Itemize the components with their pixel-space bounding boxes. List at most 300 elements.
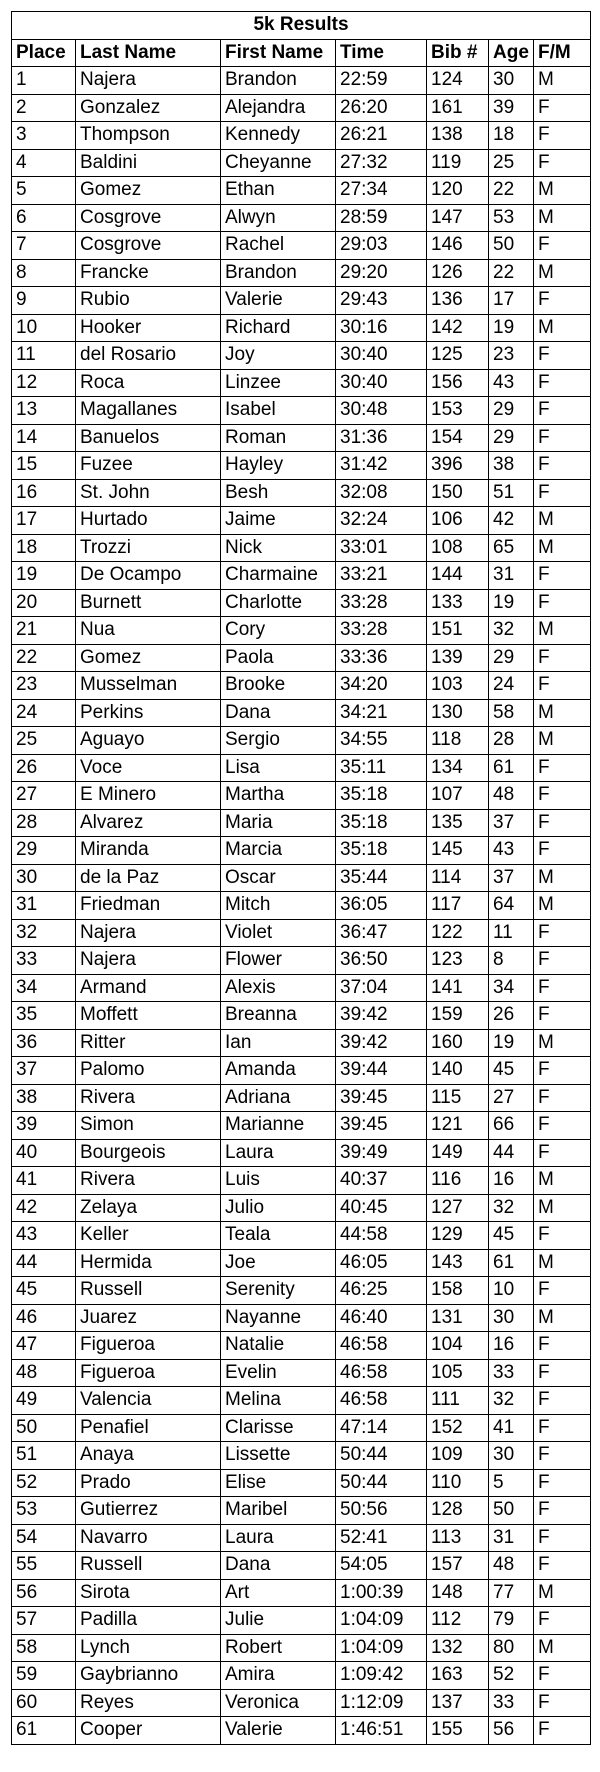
cell-place: 47 bbox=[12, 1332, 76, 1360]
header-last-name: Last Name bbox=[76, 39, 221, 67]
cell-first-name: Richard bbox=[221, 314, 336, 342]
table-title: 5k Results bbox=[12, 12, 591, 40]
cell-time: 36:50 bbox=[336, 947, 427, 975]
cell-place: 48 bbox=[12, 1359, 76, 1387]
cell-first-name: Charlotte bbox=[221, 589, 336, 617]
cell-place: 43 bbox=[12, 1222, 76, 1250]
table-row bbox=[12, 1689, 591, 1717]
cell-place: 2 bbox=[12, 94, 76, 122]
cell-time: 26:21 bbox=[336, 122, 427, 150]
cell-last-name: Padilla bbox=[76, 1607, 221, 1635]
table-row bbox=[12, 809, 591, 837]
cell-last-name: Najera bbox=[76, 67, 221, 95]
cell-first-name: Brandon bbox=[221, 259, 336, 287]
cell-age: 38 bbox=[489, 452, 534, 480]
table-row bbox=[12, 67, 591, 95]
cell-time: 33:01 bbox=[336, 534, 427, 562]
cell-place: 6 bbox=[12, 204, 76, 232]
cell-age: 39 bbox=[489, 94, 534, 122]
table-row bbox=[12, 314, 591, 342]
cell-place: 19 bbox=[12, 562, 76, 590]
table-row bbox=[12, 122, 591, 150]
cell-sex: F bbox=[534, 287, 591, 315]
cell-age: 42 bbox=[489, 507, 534, 535]
cell-place: 44 bbox=[12, 1249, 76, 1277]
cell-place: 7 bbox=[12, 232, 76, 260]
cell-first-name: Melina bbox=[221, 1387, 336, 1415]
cell-sex: M bbox=[534, 507, 591, 535]
cell-last-name: Zelaya bbox=[76, 1194, 221, 1222]
cell-age: 77 bbox=[489, 1579, 534, 1607]
cell-last-name: De Ocampo bbox=[76, 562, 221, 590]
cell-last-name: Ritter bbox=[76, 1029, 221, 1057]
cell-age: 19 bbox=[489, 1029, 534, 1057]
cell-sex: F bbox=[534, 644, 591, 672]
cell-sex: F bbox=[534, 1524, 591, 1552]
cell-bib: 111 bbox=[427, 1387, 489, 1415]
cell-place: 8 bbox=[12, 259, 76, 287]
table-row bbox=[12, 1359, 591, 1387]
table-row bbox=[12, 1112, 591, 1140]
cell-place: 15 bbox=[12, 452, 76, 480]
table-row bbox=[12, 1249, 591, 1277]
cell-age: 43 bbox=[489, 369, 534, 397]
cell-bib: 155 bbox=[427, 1717, 489, 1745]
cell-bib: 131 bbox=[427, 1304, 489, 1332]
cell-first-name: Amira bbox=[221, 1662, 336, 1690]
cell-age: 19 bbox=[489, 314, 534, 342]
cell-bib: 114 bbox=[427, 864, 489, 892]
table-row bbox=[12, 672, 591, 700]
cell-time: 35:18 bbox=[336, 837, 427, 865]
cell-age: 66 bbox=[489, 1112, 534, 1140]
cell-last-name: Gaybrianno bbox=[76, 1662, 221, 1690]
cell-last-name: Prado bbox=[76, 1469, 221, 1497]
cell-time: 35:11 bbox=[336, 754, 427, 782]
table-row bbox=[12, 1387, 591, 1415]
table-row bbox=[12, 1469, 591, 1497]
cell-time: 39:45 bbox=[336, 1112, 427, 1140]
cell-age: 44 bbox=[489, 1139, 534, 1167]
cell-sex: F bbox=[534, 397, 591, 425]
cell-time: 30:16 bbox=[336, 314, 427, 342]
cell-sex: F bbox=[534, 1689, 591, 1717]
cell-bib: 133 bbox=[427, 589, 489, 617]
cell-sex: F bbox=[534, 919, 591, 947]
cell-last-name: Voce bbox=[76, 754, 221, 782]
cell-bib: 110 bbox=[427, 1469, 489, 1497]
cell-first-name: Laura bbox=[221, 1139, 336, 1167]
cell-bib: 160 bbox=[427, 1029, 489, 1057]
table-row bbox=[12, 1717, 591, 1745]
cell-first-name: Maria bbox=[221, 809, 336, 837]
cell-first-name: Joe bbox=[221, 1249, 336, 1277]
table-row bbox=[12, 342, 591, 370]
cell-bib: 143 bbox=[427, 1249, 489, 1277]
cell-first-name: Flower bbox=[221, 947, 336, 975]
cell-age: 61 bbox=[489, 1249, 534, 1277]
table-row bbox=[12, 617, 591, 645]
cell-bib: 120 bbox=[427, 177, 489, 205]
cell-place: 40 bbox=[12, 1139, 76, 1167]
cell-first-name: Valerie bbox=[221, 1717, 336, 1745]
cell-bib: 149 bbox=[427, 1139, 489, 1167]
cell-time: 33:36 bbox=[336, 644, 427, 672]
cell-time: 39:45 bbox=[336, 1084, 427, 1112]
table-row bbox=[12, 1029, 591, 1057]
cell-place: 24 bbox=[12, 699, 76, 727]
results-table bbox=[11, 11, 591, 1745]
cell-last-name: Gomez bbox=[76, 644, 221, 672]
cell-place: 14 bbox=[12, 424, 76, 452]
cell-place: 16 bbox=[12, 479, 76, 507]
cell-first-name: Veronica bbox=[221, 1689, 336, 1717]
cell-sex: M bbox=[534, 617, 591, 645]
cell-first-name: Dana bbox=[221, 1552, 336, 1580]
cell-age: 34 bbox=[489, 974, 534, 1002]
table-row bbox=[12, 837, 591, 865]
cell-sex: F bbox=[534, 452, 591, 480]
cell-bib: 117 bbox=[427, 892, 489, 920]
cell-sex: M bbox=[534, 177, 591, 205]
cell-age: 16 bbox=[489, 1167, 534, 1195]
cell-age: 30 bbox=[489, 1442, 534, 1470]
cell-place: 5 bbox=[12, 177, 76, 205]
cell-sex: M bbox=[534, 1634, 591, 1662]
cell-first-name: Violet bbox=[221, 919, 336, 947]
cell-first-name: Laura bbox=[221, 1524, 336, 1552]
cell-last-name: Gonzalez bbox=[76, 94, 221, 122]
cell-place: 60 bbox=[12, 1689, 76, 1717]
cell-first-name: Natalie bbox=[221, 1332, 336, 1360]
cell-first-name: Lissette bbox=[221, 1442, 336, 1470]
cell-first-name: Linzee bbox=[221, 369, 336, 397]
cell-age: 10 bbox=[489, 1277, 534, 1305]
cell-bib: 124 bbox=[427, 67, 489, 95]
cell-time: 36:05 bbox=[336, 892, 427, 920]
cell-last-name: de la Paz bbox=[76, 864, 221, 892]
table-row bbox=[12, 534, 591, 562]
cell-age: 26 bbox=[489, 1002, 534, 1030]
header-age: Age bbox=[489, 39, 534, 67]
cell-first-name: Sergio bbox=[221, 727, 336, 755]
cell-bib: 125 bbox=[427, 342, 489, 370]
cell-place: 20 bbox=[12, 589, 76, 617]
cell-bib: 148 bbox=[427, 1579, 489, 1607]
cell-time: 1:46:51 bbox=[336, 1717, 427, 1745]
cell-time: 1:12:09 bbox=[336, 1689, 427, 1717]
cell-sex: M bbox=[534, 1579, 591, 1607]
cell-sex: M bbox=[534, 204, 591, 232]
table-row bbox=[12, 1002, 591, 1030]
cell-age: 22 bbox=[489, 177, 534, 205]
cell-first-name: Cheyanne bbox=[221, 149, 336, 177]
table-row bbox=[12, 1167, 591, 1195]
table-row bbox=[12, 699, 591, 727]
cell-last-name: Trozzi bbox=[76, 534, 221, 562]
cell-age: 56 bbox=[489, 1717, 534, 1745]
cell-place: 1 bbox=[12, 67, 76, 95]
cell-time: 40:45 bbox=[336, 1194, 427, 1222]
cell-sex: F bbox=[534, 782, 591, 810]
cell-time: 36:47 bbox=[336, 919, 427, 947]
cell-time: 33:28 bbox=[336, 617, 427, 645]
cell-age: 61 bbox=[489, 754, 534, 782]
cell-place: 45 bbox=[12, 1277, 76, 1305]
cell-age: 32 bbox=[489, 1194, 534, 1222]
table-row bbox=[12, 1222, 591, 1250]
cell-last-name: Simon bbox=[76, 1112, 221, 1140]
cell-last-name: Rivera bbox=[76, 1167, 221, 1195]
cell-age: 48 bbox=[489, 1552, 534, 1580]
cell-first-name: Elise bbox=[221, 1469, 336, 1497]
cell-bib: 115 bbox=[427, 1084, 489, 1112]
cell-age: 23 bbox=[489, 342, 534, 370]
cell-first-name: Robert bbox=[221, 1634, 336, 1662]
cell-age: 45 bbox=[489, 1057, 534, 1085]
cell-bib: 146 bbox=[427, 232, 489, 260]
cell-last-name: Anaya bbox=[76, 1442, 221, 1470]
table-row bbox=[12, 1057, 591, 1085]
table-row bbox=[12, 1524, 591, 1552]
cell-sex: M bbox=[534, 1304, 591, 1332]
cell-place: 36 bbox=[12, 1029, 76, 1057]
cell-first-name: Teala bbox=[221, 1222, 336, 1250]
cell-bib: 151 bbox=[427, 617, 489, 645]
table-row bbox=[12, 947, 591, 975]
header-bib: Bib # bbox=[427, 39, 489, 67]
cell-first-name: Ian bbox=[221, 1029, 336, 1057]
cell-first-name: Dana bbox=[221, 699, 336, 727]
cell-sex: F bbox=[534, 1442, 591, 1470]
cell-age: 31 bbox=[489, 1524, 534, 1552]
cell-place: 30 bbox=[12, 864, 76, 892]
cell-age: 37 bbox=[489, 809, 534, 837]
cell-time: 33:28 bbox=[336, 589, 427, 617]
cell-first-name: Alejandra bbox=[221, 94, 336, 122]
cell-last-name: Thompson bbox=[76, 122, 221, 150]
cell-time: 39:44 bbox=[336, 1057, 427, 1085]
cell-bib: 122 bbox=[427, 919, 489, 947]
cell-sex: M bbox=[534, 1167, 591, 1195]
cell-bib: 158 bbox=[427, 1277, 489, 1305]
table-row bbox=[12, 892, 591, 920]
cell-age: 53 bbox=[489, 204, 534, 232]
cell-sex: F bbox=[534, 1222, 591, 1250]
cell-age: 79 bbox=[489, 1607, 534, 1635]
cell-place: 11 bbox=[12, 342, 76, 370]
cell-place: 4 bbox=[12, 149, 76, 177]
table-row bbox=[12, 507, 591, 535]
cell-age: 33 bbox=[489, 1689, 534, 1717]
cell-bib: 396 bbox=[427, 452, 489, 480]
cell-place: 35 bbox=[12, 1002, 76, 1030]
cell-place: 41 bbox=[12, 1167, 76, 1195]
cell-time: 34:55 bbox=[336, 727, 427, 755]
cell-place: 12 bbox=[12, 369, 76, 397]
cell-age: 28 bbox=[489, 727, 534, 755]
cell-place: 10 bbox=[12, 314, 76, 342]
cell-place: 57 bbox=[12, 1607, 76, 1635]
cell-time: 34:20 bbox=[336, 672, 427, 700]
cell-first-name: Marcia bbox=[221, 837, 336, 865]
cell-bib: 109 bbox=[427, 1442, 489, 1470]
cell-time: 46:58 bbox=[336, 1387, 427, 1415]
cell-last-name: Reyes bbox=[76, 1689, 221, 1717]
cell-bib: 147 bbox=[427, 204, 489, 232]
cell-age: 41 bbox=[489, 1414, 534, 1442]
cell-sex: F bbox=[534, 94, 591, 122]
cell-first-name: Amanda bbox=[221, 1057, 336, 1085]
cell-age: 25 bbox=[489, 149, 534, 177]
cell-place: 42 bbox=[12, 1194, 76, 1222]
cell-place: 52 bbox=[12, 1469, 76, 1497]
table-row bbox=[12, 754, 591, 782]
cell-first-name: Evelin bbox=[221, 1359, 336, 1387]
cell-last-name: Baldini bbox=[76, 149, 221, 177]
cell-last-name: Moffett bbox=[76, 1002, 221, 1030]
cell-sex: F bbox=[534, 562, 591, 590]
table-row bbox=[12, 1084, 591, 1112]
cell-age: 31 bbox=[489, 562, 534, 590]
cell-sex: F bbox=[534, 1057, 591, 1085]
cell-first-name: Kennedy bbox=[221, 122, 336, 150]
cell-first-name: Paola bbox=[221, 644, 336, 672]
cell-last-name: Gomez bbox=[76, 177, 221, 205]
cell-first-name: Lisa bbox=[221, 754, 336, 782]
cell-last-name: Bourgeois bbox=[76, 1139, 221, 1167]
cell-sex: F bbox=[534, 1552, 591, 1580]
cell-first-name: Rachel bbox=[221, 232, 336, 260]
cell-bib: 138 bbox=[427, 122, 489, 150]
table-row bbox=[12, 259, 591, 287]
cell-time: 30:40 bbox=[336, 342, 427, 370]
cell-age: 45 bbox=[489, 1222, 534, 1250]
cell-bib: 108 bbox=[427, 534, 489, 562]
cell-place: 38 bbox=[12, 1084, 76, 1112]
cell-time: 32:24 bbox=[336, 507, 427, 535]
table-row bbox=[12, 149, 591, 177]
cell-time: 30:48 bbox=[336, 397, 427, 425]
cell-sex: F bbox=[534, 122, 591, 150]
cell-time: 46:40 bbox=[336, 1304, 427, 1332]
cell-time: 27:34 bbox=[336, 177, 427, 205]
table-row bbox=[12, 369, 591, 397]
cell-first-name: Besh bbox=[221, 479, 336, 507]
cell-sex: F bbox=[534, 479, 591, 507]
cell-age: 58 bbox=[489, 699, 534, 727]
cell-sex: F bbox=[534, 369, 591, 397]
table-row bbox=[12, 727, 591, 755]
cell-bib: 128 bbox=[427, 1497, 489, 1525]
table-row bbox=[12, 1579, 591, 1607]
cell-place: 25 bbox=[12, 727, 76, 755]
table-row bbox=[12, 94, 591, 122]
cell-first-name: Oscar bbox=[221, 864, 336, 892]
cell-bib: 139 bbox=[427, 644, 489, 672]
cell-bib: 118 bbox=[427, 727, 489, 755]
cell-first-name: Isabel bbox=[221, 397, 336, 425]
table-row bbox=[12, 397, 591, 425]
cell-time: 44:58 bbox=[336, 1222, 427, 1250]
cell-last-name: Figueroa bbox=[76, 1359, 221, 1387]
cell-time: 47:14 bbox=[336, 1414, 427, 1442]
cell-sex: F bbox=[534, 1002, 591, 1030]
cell-first-name: Alexis bbox=[221, 974, 336, 1002]
cell-last-name: Cosgrove bbox=[76, 232, 221, 260]
cell-sex: M bbox=[534, 534, 591, 562]
cell-time: 46:58 bbox=[336, 1359, 427, 1387]
cell-bib: 134 bbox=[427, 754, 489, 782]
cell-sex: M bbox=[534, 314, 591, 342]
cell-time: 28:59 bbox=[336, 204, 427, 232]
table-row bbox=[12, 424, 591, 452]
cell-time: 29:03 bbox=[336, 232, 427, 260]
table-row bbox=[12, 452, 591, 480]
cell-time: 34:21 bbox=[336, 699, 427, 727]
cell-bib: 153 bbox=[427, 397, 489, 425]
table-row bbox=[12, 974, 591, 1002]
cell-time: 31:36 bbox=[336, 424, 427, 452]
cell-time: 30:40 bbox=[336, 369, 427, 397]
cell-time: 50:44 bbox=[336, 1442, 427, 1470]
cell-place: 22 bbox=[12, 644, 76, 672]
cell-sex: F bbox=[534, 1139, 591, 1167]
table-row bbox=[12, 1662, 591, 1690]
cell-sex: F bbox=[534, 589, 591, 617]
cell-sex: F bbox=[534, 342, 591, 370]
cell-age: 37 bbox=[489, 864, 534, 892]
cell-first-name: Brooke bbox=[221, 672, 336, 700]
cell-last-name: Armand bbox=[76, 974, 221, 1002]
cell-age: 24 bbox=[489, 672, 534, 700]
cell-first-name: Nick bbox=[221, 534, 336, 562]
cell-age: 50 bbox=[489, 232, 534, 260]
cell-bib: 127 bbox=[427, 1194, 489, 1222]
cell-first-name: Martha bbox=[221, 782, 336, 810]
cell-bib: 135 bbox=[427, 809, 489, 837]
cell-place: 54 bbox=[12, 1524, 76, 1552]
cell-sex: F bbox=[534, 1717, 591, 1745]
cell-last-name: Najera bbox=[76, 947, 221, 975]
cell-bib: 145 bbox=[427, 837, 489, 865]
cell-age: 80 bbox=[489, 1634, 534, 1662]
cell-sex: M bbox=[534, 259, 591, 287]
cell-first-name: Adriana bbox=[221, 1084, 336, 1112]
cell-age: 32 bbox=[489, 617, 534, 645]
cell-age: 17 bbox=[489, 287, 534, 315]
cell-place: 51 bbox=[12, 1442, 76, 1470]
cell-age: 19 bbox=[489, 589, 534, 617]
cell-bib: 129 bbox=[427, 1222, 489, 1250]
cell-last-name: Hooker bbox=[76, 314, 221, 342]
cell-age: 32 bbox=[489, 1387, 534, 1415]
cell-sex: F bbox=[534, 837, 591, 865]
table-row bbox=[12, 1634, 591, 1662]
cell-sex: M bbox=[534, 67, 591, 95]
cell-first-name: Hayley bbox=[221, 452, 336, 480]
cell-last-name: Perkins bbox=[76, 699, 221, 727]
table-row bbox=[12, 644, 591, 672]
cell-last-name: Navarro bbox=[76, 1524, 221, 1552]
cell-sex: F bbox=[534, 1497, 591, 1525]
cell-time: 27:32 bbox=[336, 149, 427, 177]
cell-bib: 126 bbox=[427, 259, 489, 287]
cell-place: 17 bbox=[12, 507, 76, 535]
cell-first-name: Valerie bbox=[221, 287, 336, 315]
cell-place: 55 bbox=[12, 1552, 76, 1580]
cell-last-name: St. John bbox=[76, 479, 221, 507]
